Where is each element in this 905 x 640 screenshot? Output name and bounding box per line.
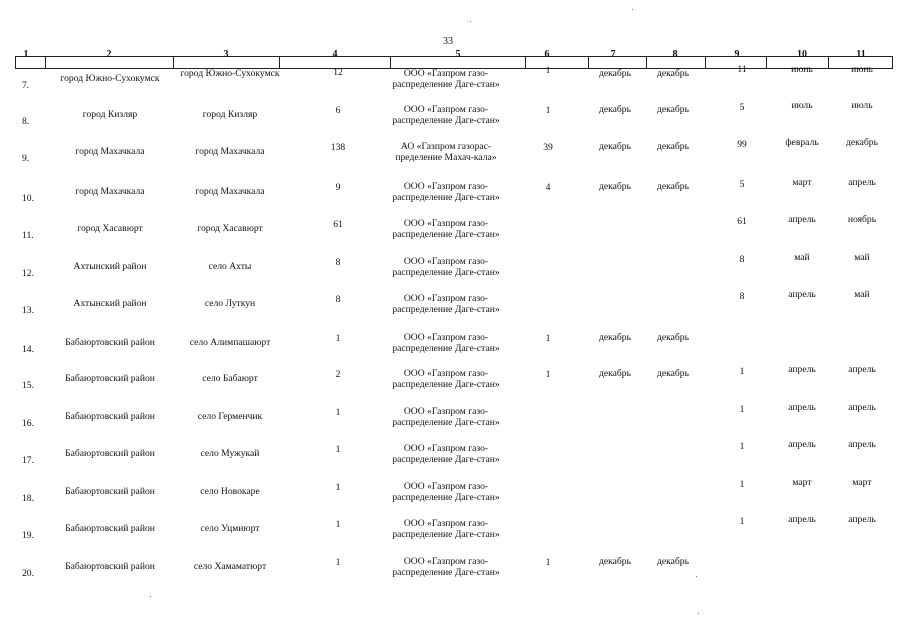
organization-cell: ООО «Газпром газо-распределение Даге-стан» bbox=[392, 218, 500, 240]
locality-cell: село Луткун bbox=[204, 298, 256, 309]
col10-month-cell: апрель bbox=[788, 364, 816, 375]
col11-month-cell: апрель bbox=[848, 402, 876, 413]
scan-speck bbox=[698, 613, 699, 614]
col11-month-cell: апрель bbox=[848, 364, 876, 375]
column-header: 4 bbox=[332, 49, 338, 60]
row-number: 12. bbox=[22, 268, 34, 279]
locality-cell: город Махачкала bbox=[195, 146, 265, 157]
row-number: 19. bbox=[22, 530, 34, 541]
district-cell: Бабаюртовский район bbox=[65, 373, 155, 384]
organization-cell: ООО «Газпром газо-распределение Даге-стан» bbox=[392, 293, 500, 315]
row-number: 7. bbox=[22, 80, 30, 91]
column-header: 8 bbox=[672, 49, 678, 60]
row-number: 20. bbox=[22, 568, 34, 579]
object-count-cell: 6 bbox=[335, 105, 341, 116]
column-divider bbox=[45, 56, 46, 69]
object-count-cell: 61 bbox=[333, 219, 343, 230]
object-count-cell: 1 bbox=[335, 333, 341, 344]
col9-cell: 1 bbox=[739, 366, 745, 377]
district-cell: Бабаюртовский район bbox=[65, 561, 155, 572]
col10-month-cell: апрель bbox=[788, 402, 816, 413]
scan-speck bbox=[632, 9, 633, 10]
locality-cell: село Хамаматюрт bbox=[193, 561, 267, 572]
col11-month-cell: декабрь bbox=[846, 137, 878, 148]
object-count-cell: 8 bbox=[335, 257, 341, 268]
object-count-cell: 2 bbox=[335, 369, 341, 380]
organization-cell: ООО «Газпром газо-распределение Даге-стан» bbox=[392, 406, 500, 428]
col8-month-cell: декабрь bbox=[657, 181, 689, 192]
col10-month-cell: июль bbox=[791, 100, 813, 111]
col11-month-cell: апрель bbox=[848, 439, 876, 450]
col8-month-cell: декабрь bbox=[657, 368, 689, 379]
district-cell: Ахтынский район bbox=[73, 298, 147, 309]
col8-month-cell: декабрь bbox=[657, 332, 689, 343]
column-header: 5 bbox=[455, 49, 461, 60]
col7-month-cell: декабрь bbox=[599, 68, 631, 79]
col9-cell: 1 bbox=[739, 479, 745, 490]
organization-cell: ООО «Газпром газо-распределение Даге-стан» bbox=[392, 481, 500, 503]
district-cell: город Кизляр bbox=[82, 109, 138, 120]
col8-month-cell: декабрь bbox=[657, 141, 689, 152]
col6-cell: 39 bbox=[543, 142, 553, 153]
locality-cell: город Хасавюрт bbox=[197, 223, 263, 234]
col10-month-cell: апрель bbox=[788, 214, 816, 225]
col9-cell: 11 bbox=[737, 64, 747, 75]
col7-month-cell: декабрь bbox=[599, 332, 631, 343]
col11-month-cell: апрель bbox=[848, 514, 876, 525]
column-header: 2 bbox=[106, 49, 112, 60]
col10-month-cell: июнь bbox=[791, 64, 813, 75]
col6-cell: 1 bbox=[545, 105, 551, 116]
locality-cell: село Алимпашаюрт bbox=[189, 337, 271, 348]
column-header: 6 bbox=[544, 49, 550, 60]
scan-speck bbox=[150, 596, 151, 597]
column-header: 10 bbox=[797, 49, 807, 60]
col11-month-cell: март bbox=[852, 477, 872, 488]
col7-month-cell: декабрь bbox=[599, 556, 631, 567]
locality-cell: село Бабаюрт bbox=[202, 373, 258, 384]
column-header: 1 bbox=[23, 49, 29, 60]
col6-cell: 4 bbox=[545, 182, 551, 193]
district-cell: город Махачкала bbox=[75, 146, 145, 157]
object-count-cell: 9 bbox=[335, 182, 341, 193]
organization-cell: ООО «Газпром газо-распределение Даге-стан» bbox=[392, 104, 500, 126]
col7-month-cell: декабрь bbox=[599, 181, 631, 192]
col6-cell: 1 bbox=[545, 65, 551, 76]
col11-month-cell: апрель bbox=[848, 177, 876, 188]
organization-cell: АО «Газпром газорас-пределение Махач-кала» bbox=[395, 141, 497, 163]
col9-cell: 5 bbox=[739, 179, 745, 190]
col10-month-cell: апрель bbox=[788, 514, 816, 525]
col10-month-cell: апрель bbox=[788, 439, 816, 450]
col10-month-cell: март bbox=[792, 477, 812, 488]
column-header: 3 bbox=[223, 49, 229, 60]
column-divider bbox=[766, 56, 767, 69]
col11-month-cell: май bbox=[854, 289, 870, 300]
col10-month-cell: апрель bbox=[788, 289, 816, 300]
object-count-cell: 1 bbox=[335, 519, 341, 530]
col9-cell: 1 bbox=[739, 516, 745, 527]
col7-month-cell: декабрь bbox=[599, 104, 631, 115]
row-number: 18. bbox=[22, 493, 34, 504]
page-number: 33 bbox=[443, 36, 453, 47]
column-divider bbox=[705, 56, 706, 69]
district-cell: Бабаюртовский район bbox=[65, 448, 155, 459]
row-number: 13. bbox=[22, 305, 34, 316]
locality-cell: село Новокаре bbox=[200, 486, 260, 497]
district-cell: Бабаюртовский район bbox=[65, 486, 155, 497]
col7-month-cell: декабрь bbox=[599, 141, 631, 152]
district-cell: город Махачкала bbox=[75, 186, 145, 197]
col6-cell: 1 bbox=[545, 557, 551, 568]
object-count-cell: 1 bbox=[335, 444, 341, 455]
locality-cell: город Махачкала bbox=[195, 186, 265, 197]
col6-cell: 1 bbox=[545, 333, 551, 344]
locality-cell: город Кизляр bbox=[202, 109, 258, 120]
col11-month-cell: июль bbox=[851, 100, 873, 111]
col9-cell: 8 bbox=[739, 291, 745, 302]
organization-cell: ООО «Газпром газо-распределение Даге-стан» bbox=[392, 256, 500, 278]
row-number: 11. bbox=[22, 230, 34, 241]
row-number: 17. bbox=[22, 455, 34, 466]
locality-cell: село Уцмиюрт bbox=[200, 523, 260, 534]
col11-month-cell: июнь bbox=[851, 64, 873, 75]
col9-cell: 1 bbox=[739, 441, 745, 452]
column-header: 9 bbox=[734, 49, 740, 60]
col6-cell: 1 bbox=[545, 369, 551, 380]
row-number: 14. bbox=[22, 344, 34, 355]
col9-cell: 99 bbox=[737, 139, 747, 150]
organization-cell: ООО «Газпром газо-распределение Даге-стан» bbox=[392, 556, 500, 578]
district-cell: Бабаюртовский район bbox=[65, 337, 155, 348]
col9-cell: 8 bbox=[739, 254, 745, 265]
column-divider bbox=[892, 56, 893, 69]
column-header: 11 bbox=[856, 49, 866, 60]
column-divider bbox=[173, 56, 174, 69]
organization-cell: ООО «Газпром газо-распределение Даге-стан» bbox=[392, 443, 500, 465]
locality-cell: село Герменчик bbox=[197, 411, 263, 422]
scan-speck bbox=[470, 21, 471, 22]
col10-month-cell: март bbox=[792, 177, 812, 188]
col11-month-cell: май bbox=[854, 252, 870, 263]
col7-month-cell: декабрь bbox=[599, 368, 631, 379]
object-count-cell: 138 bbox=[330, 142, 346, 153]
row-number: 9. bbox=[22, 153, 30, 164]
col8-month-cell: декабрь bbox=[657, 556, 689, 567]
object-count-cell: 1 bbox=[335, 407, 341, 418]
organization-cell: ООО «Газпром газо-распределение Даге-стан» bbox=[392, 368, 500, 390]
locality-cell: город Южно-Сухокумск bbox=[180, 68, 280, 79]
row-number: 16. bbox=[22, 418, 34, 429]
col9-cell: 61 bbox=[737, 216, 747, 227]
organization-cell: ООО «Газпром газо-распределение Даге-стан» bbox=[392, 332, 500, 354]
locality-cell: село Ахты bbox=[208, 261, 252, 272]
district-cell: город Южно-Сухокумск bbox=[60, 73, 160, 84]
district-cell: Ахтынский район bbox=[73, 261, 147, 272]
scan-speck bbox=[696, 576, 697, 577]
district-cell: город Хасавюрт bbox=[77, 223, 143, 234]
col10-month-cell: май bbox=[794, 252, 810, 263]
organization-cell: ООО «Газпром газо-распределение Даге-стан» bbox=[392, 68, 500, 90]
locality-cell: село Мужукай bbox=[200, 448, 260, 459]
object-count-cell: 1 bbox=[335, 482, 341, 493]
col11-month-cell: ноябрь bbox=[847, 214, 877, 225]
col8-month-cell: декабрь bbox=[657, 68, 689, 79]
district-cell: Бабаюртовский район bbox=[65, 523, 155, 534]
col8-month-cell: декабрь bbox=[657, 104, 689, 115]
row-number: 8. bbox=[22, 116, 30, 127]
organization-cell: ООО «Газпром газо-распределение Даге-стан» bbox=[392, 518, 500, 540]
column-header: 7 bbox=[610, 49, 616, 60]
col10-month-cell: февраль bbox=[785, 137, 819, 148]
row-number: 10. bbox=[22, 193, 34, 204]
organization-cell: ООО «Газпром газо-распределение Даге-стан» bbox=[392, 181, 500, 203]
district-cell: Бабаюртовский район bbox=[65, 411, 155, 422]
row-number: 15. bbox=[22, 380, 34, 391]
object-count-cell: 1 bbox=[335, 557, 341, 568]
object-count-cell: 12 bbox=[333, 67, 343, 78]
col9-cell: 1 bbox=[739, 404, 745, 415]
object-count-cell: 8 bbox=[335, 294, 341, 305]
column-divider bbox=[525, 56, 526, 69]
col9-cell: 5 bbox=[739, 102, 745, 113]
